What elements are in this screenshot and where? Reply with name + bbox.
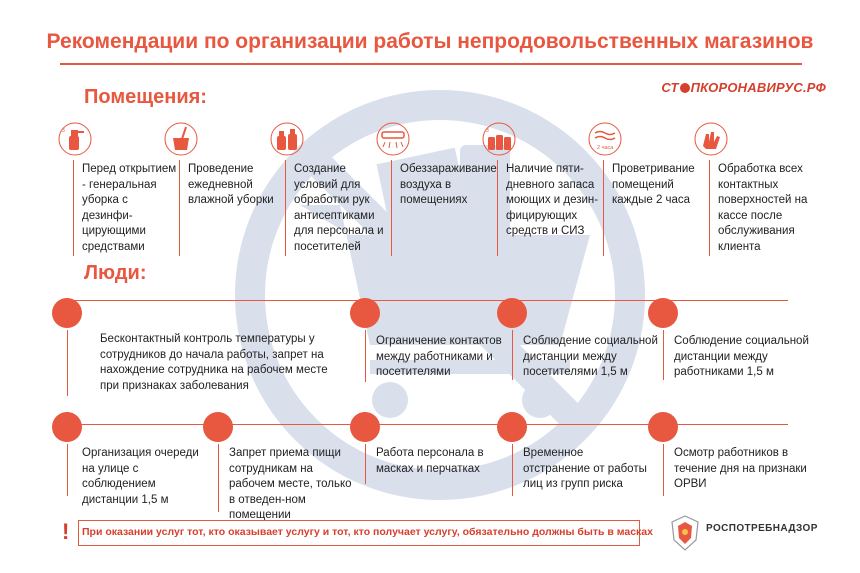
section-rooms-heading: Помещения: xyxy=(84,86,207,108)
warning-text: При оказании услуг тот, кто оказывает услугу и тот, кто получает услугу, обязательно должны быть в масках xyxy=(82,526,653,538)
people-divider xyxy=(365,444,366,484)
room-text: Проведение ежедневной влажной уборки xyxy=(188,163,274,206)
room-text: Создание условий для обработки рук антисептиками для персонала и посетителей xyxy=(294,163,384,253)
bucket-mop-icon xyxy=(164,122,198,156)
people-text: Организация очереди на улице с соблюдением дистанции 1,5 м xyxy=(82,447,199,506)
ventilation-icon xyxy=(588,122,622,156)
page-title: Рекомендации по организации работы непродовольственных магазинов xyxy=(46,30,814,53)
distance-icon xyxy=(497,298,527,328)
room-divider xyxy=(709,160,710,256)
distance-icon xyxy=(648,298,678,328)
people-text: Бесконтактный контроль температуры у сотрудников до начала работы, запрет на нахождение сотрудника на рабочем месте при признаках заболевания xyxy=(100,333,328,392)
room-text: Перед открытием - генеральная уборка с дезинфи-цирующими средствами xyxy=(82,163,177,253)
agency-name[interactable]: РОСПОТРЕБНАДЗОР xyxy=(706,523,818,534)
people-text: Ограничение контактов между работниками и посетителями xyxy=(376,335,502,378)
spray-bottle-icon xyxy=(58,122,92,156)
people-text: Работа персонала в масках и перчатках xyxy=(376,447,484,475)
air-disinfection-icon xyxy=(376,122,410,156)
people-row1-divider xyxy=(68,300,788,301)
people-divider xyxy=(663,444,664,496)
room-divider xyxy=(497,160,498,256)
examination-icon xyxy=(648,412,678,442)
room-text: Проветривание помещений каждые 2 часа xyxy=(612,163,695,206)
people-text: Запрет приема пищи сотрудникам на рабочем месте, только в отведен-ном помещении xyxy=(229,447,352,521)
wiping-hand-icon xyxy=(694,122,728,156)
room-text: Обработка всех контактных поверхностей на кассе после обслуживания клиента xyxy=(718,163,808,253)
title-divider xyxy=(60,63,802,65)
supply-bottles-icon xyxy=(482,122,516,156)
room-divider xyxy=(603,160,604,256)
stop-o-icon xyxy=(680,83,690,93)
no-food-icon xyxy=(203,412,233,442)
room-divider xyxy=(391,160,392,256)
thermometer-head-icon xyxy=(52,298,82,328)
exclamation-icon: ! xyxy=(62,519,70,544)
people-divider xyxy=(218,444,219,512)
people-divider xyxy=(663,330,664,380)
rospotrebnadzor-emblem-icon xyxy=(668,514,702,552)
people-divider xyxy=(512,330,513,380)
people-text: Соблюдение социальной дистанции между работниками 1,5 м xyxy=(674,335,809,378)
people-text: Соблюдение социальной дистанции между посетителями 1,5 м xyxy=(523,335,658,378)
svg-text:2 часа: 2 часа xyxy=(597,145,614,151)
section-people-heading: Люди: xyxy=(84,262,147,284)
svg-text:3: 3 xyxy=(486,128,489,134)
people-text: Осмотр работников в течение дня на признаки ОРВИ xyxy=(674,447,807,490)
svg-text:3: 3 xyxy=(62,128,65,134)
mask-gloves-icon xyxy=(350,412,380,442)
people-text: Временное отстранение от работы лиц из групп риска xyxy=(523,447,647,490)
walking-person-icon xyxy=(497,412,527,442)
stopcoronavirus-logo[interactable]: СТ ПКОРОНАВИРУС.РФ xyxy=(661,80,826,95)
queue-icon xyxy=(52,412,82,442)
room-divider xyxy=(73,160,74,256)
people-divider xyxy=(512,444,513,496)
room-divider xyxy=(179,160,180,256)
room-divider xyxy=(285,160,286,256)
people-divider xyxy=(365,330,366,382)
sanitizer-bottles-icon xyxy=(270,122,304,156)
people-divider xyxy=(67,444,68,496)
people-row2-divider xyxy=(68,424,788,425)
no-contact-icon xyxy=(350,298,380,328)
people-divider xyxy=(67,330,68,396)
room-text: Обеззараживание воздуха в помещениях xyxy=(400,163,497,206)
room-text: Наличие пяти-дневного запаса моющих и дезин-фицирующих средств и СИЗ xyxy=(506,163,599,237)
